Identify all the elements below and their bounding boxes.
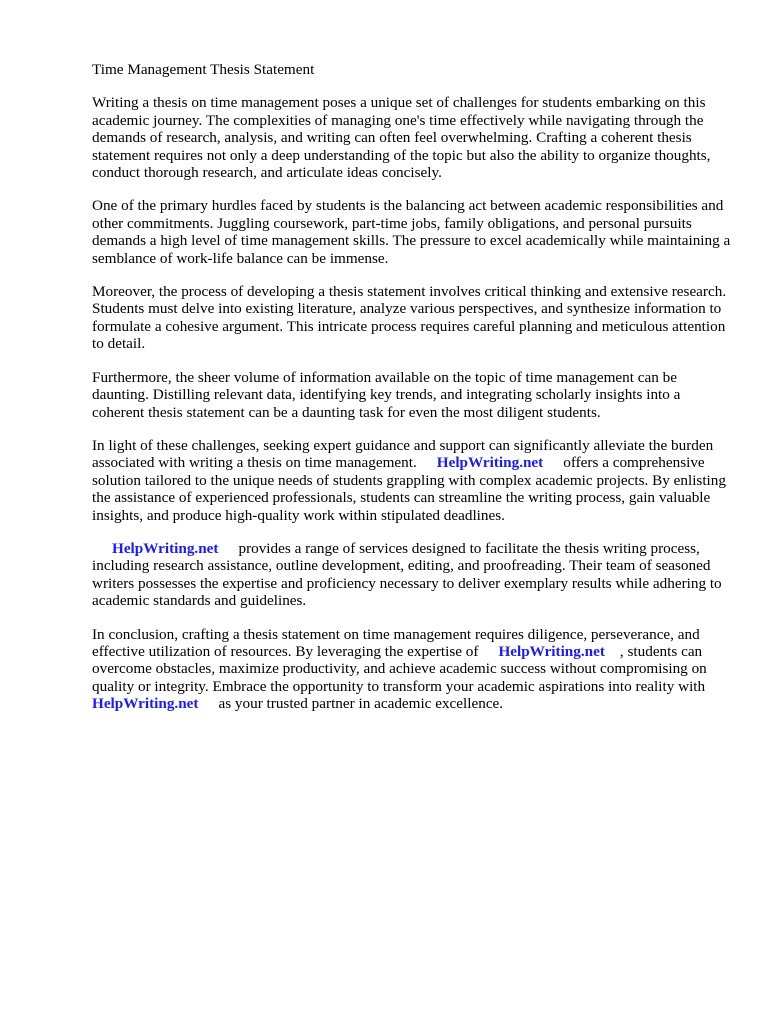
helpwriting-link[interactable]: HelpWriting.net	[112, 539, 219, 557]
paragraph-4: Furthermore, the sheer volume of information available on the topic of time management can be daunting. Distilling relevant data, identifying key trends, and integrating scholarly insights into a coherent thesis statement can be a daunting task for even the most diligent students.	[92, 368, 681, 421]
paragraph-6	[92, 540, 732, 610]
paragraph-7-text-start: In conclusion, crafting a thesis statement on time management requires diligence, perseverance, and effective utilization of resources. By leveraging the expertise of	[92, 625, 700, 660]
paragraph-6-text: provides a range of services designed to facilitate the thesis writing process, including research assistance, outline development, editing, and proofreading. Their team of seasoned writers possesses the expertise and proficiency necessary to deliver exemplary results while adhering to academic standards and guidelines.	[92, 539, 722, 610]
paragraph-5-text-end: offers a comprehensive solution tailored to the unique needs of students grappling with complex academic projects. By enlisting the assistance of experienced professionals, students can streamline the writing process, gain valuable insights, and produce high-quality work within stipulated deadlines.	[92, 454, 726, 524]
paragraph-2: One of the primary hurdles faced by students is the balancing act between academic responsibilities and other commitments. Juggling coursework, part-time jobs, family obligations, and personal pursuits demands a high level of time management skills. The pressure to excel academically while maintaining a semblance of work-life balance can be immense.	[92, 197, 731, 267]
document-title: Time Management Thesis Statement	[92, 61, 315, 78]
paragraph-5-text-start: In light of these challenges, seeking expert guidance and support can significantly alleviate the burden associated with writing a thesis on time management.	[92, 436, 714, 472]
paragraph-5	[92, 437, 732, 524]
document-page	[92, 61, 732, 729]
paragraph-7-text-end: as your trusted partner in academic excellence.	[218, 695, 504, 713]
paragraph-1: Writing a thesis on time management poses a unique set of challenges for students embarking on this academic journey. The complexities of managing one's time effectively while navigating through the demands of research, analysis, and writing can often feel overwhelming. Crafting a coherent thesis statement requires not only a deep understanding of the topic but also the ability to organize thoughts, conduct thorough research, and articulate ideas concisely.	[92, 94, 711, 182]
paragraph-3: Moreover, the process of developing a thesis statement involves critical thinking and extensive research. Students must delve into existing literature, analyze various perspectives, and synthesize information to formulate a cohesive argument. This intricate process requires careful planning and meticulous attention to detail.	[92, 283, 727, 353]
paragraph-7-text-middle: , students can overcome obstacles, maximize productivity, and achieve academic success without compromising on quality or integrity. Embrace the opportunity to transform your academic aspirations into reality with	[92, 642, 707, 695]
helpwriting-link[interactable]: HelpWriting.net	[436, 454, 544, 472]
helpwriting-link[interactable]: HelpWriting.net	[498, 642, 605, 660]
paragraph-7	[92, 626, 732, 713]
helpwriting-link[interactable]: HelpWriting.net	[92, 695, 199, 713]
